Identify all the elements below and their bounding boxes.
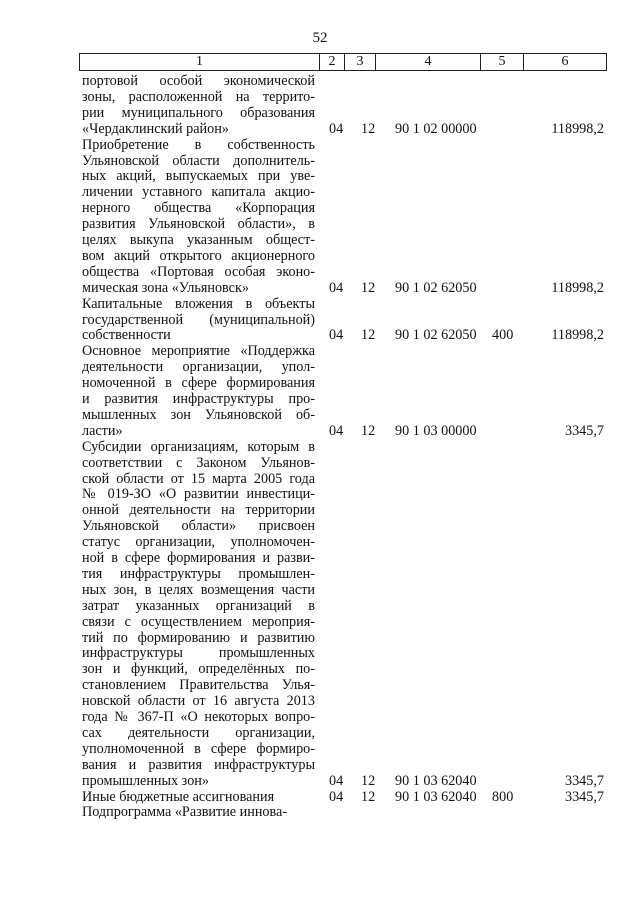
row-cell-c6: 3345,7: [564, 422, 604, 439]
description-line: Иные бюджетные ассигнования: [82, 788, 275, 805]
row-cell-c4: 90 1 03 62040: [395, 772, 477, 789]
description-line: вом акций открытого акционерного: [82, 247, 315, 264]
row-cell-c3: 12: [361, 422, 376, 439]
row-cell-c4: 90 1 03 62040: [395, 788, 477, 805]
description-line: Основное мероприятие «Поддержка: [82, 343, 315, 360]
row-cell-c3: 12: [361, 772, 376, 789]
row-cell-c4: 90 1 02 62050: [395, 327, 477, 344]
description-line: «Чердаклинский район»: [82, 120, 229, 137]
row-cell-c2: 04: [329, 327, 344, 344]
page-number: 52: [312, 30, 328, 46]
row-cell-c3: 12: [361, 788, 376, 805]
row-description: [82, 74, 315, 138]
description-line: затрат указанных организаций в: [82, 597, 315, 614]
column-header-5: 5: [481, 54, 524, 71]
description-line: портовой особой экономической: [82, 73, 315, 89]
column-header-6: 6: [524, 54, 607, 71]
description-line: Субсидии организациям, которым в: [82, 438, 315, 455]
description-line: соответствии с Законом Ульянов-: [82, 454, 315, 471]
row-description: [82, 138, 315, 297]
row-description: [82, 344, 315, 439]
description-line: онной деятельности на территории: [82, 502, 315, 519]
row-cell-c2: 04: [329, 279, 344, 296]
description-line: инфраструктуры промышленных: [82, 645, 315, 662]
column-header-table: [79, 53, 607, 71]
description-line: сах деятельности организации,: [82, 725, 315, 741]
description-line: Капитальные вложения в объекты: [82, 295, 315, 312]
description-line: новской области от 16 августа 2013: [82, 693, 315, 710]
row-cell-c3: 12: [361, 120, 376, 137]
row-cell-c6: 118998,2: [551, 120, 604, 137]
row-cell-c2: 04: [329, 772, 344, 789]
column-header-2: 2: [320, 54, 345, 71]
description-line: мышленных зон Ульяновской об-: [82, 406, 315, 423]
description-line: нерного общества «Корпорация: [82, 200, 315, 217]
description-line: статус организации, уполномочен-: [82, 534, 315, 551]
description-line: ласти»: [82, 422, 123, 439]
description-line: Приобретение в собственность: [82, 136, 315, 153]
description-line: общества «Портовая особая эконо-: [82, 263, 315, 280]
description-line: становлением Правительства Улья-: [82, 677, 315, 694]
row-cell-c4: 90 1 02 00000: [395, 120, 477, 137]
row-cell-c5: 400: [492, 327, 514, 344]
description-line: деятельности организации, упол-: [82, 359, 315, 376]
row-cell-c5: 800: [492, 788, 514, 805]
row-cell-c6: 118998,2: [551, 279, 604, 296]
column-header-row: [80, 54, 607, 71]
description-line: ных зон, в целях возмещения части: [82, 581, 315, 598]
column-header-1: 1: [80, 54, 320, 71]
column-header-4: 4: [376, 54, 481, 71]
description-line: мическая зона «Ульяновск»: [82, 279, 249, 296]
description-line: промышленных зон»: [82, 772, 209, 789]
column-header-3: 3: [345, 54, 376, 71]
row-description: [82, 805, 315, 821]
description-line: номоченной в сфере формирования: [82, 375, 315, 392]
row-cell-c2: 04: [329, 422, 344, 439]
description-line: Ульяновской области дополнитель-: [82, 152, 315, 169]
description-line: уполномоченной в сфере формиро-: [82, 740, 315, 757]
description-line: зон и функций, определённых по-: [82, 661, 315, 678]
row-cell-c2: 04: [329, 788, 344, 805]
description-line: Подпрограмма «Развитие иннова-: [82, 804, 288, 821]
description-line: рии муниципального образования: [82, 104, 315, 121]
row-description: [82, 790, 315, 806]
description-line: собственности: [82, 327, 171, 344]
row-cell-c3: 12: [361, 279, 376, 296]
description-line: зоны, расположенной на террито-: [82, 88, 315, 105]
description-line: ных акций, выпускаемых при уве-: [82, 168, 315, 185]
row-cell-c4: 90 1 02 62050: [395, 279, 477, 296]
row-description: [82, 297, 315, 345]
description-line: № 019-ЗО «О развитии инвестици-: [82, 486, 315, 503]
description-line: ской области от 15 марта 2005 года: [82, 470, 315, 487]
description-line: тия инфраструктуры промышлен-: [82, 565, 315, 582]
row-cell-c2: 04: [329, 120, 344, 137]
description-line: государственной (муниципальной): [82, 311, 315, 328]
row-cell-c3: 12: [361, 327, 376, 344]
description-line: и развития инфраструктуры про-: [82, 391, 315, 408]
description-line: тий по формированию и развитию: [82, 629, 315, 646]
description-line: Ульяновской области» присвоен: [82, 518, 315, 535]
description-line: связи с осуществлением мероприя-: [82, 613, 315, 630]
description-line: развития Ульяновской области», в: [82, 216, 315, 233]
description-line: вания и развития инфраструктуры: [82, 756, 315, 773]
description-line: года № 367-П «О некоторых вопро-: [82, 709, 315, 726]
row-cell-c4: 90 1 03 00000: [395, 422, 477, 439]
description-line: личении уставного капитала акцио-: [82, 184, 315, 201]
row-cell-c6: 3345,7: [564, 772, 604, 789]
description-line: ной в сфере формирования и разви-: [82, 550, 315, 567]
description-line: целях выкупа указанным общест-: [82, 232, 315, 249]
row-cell-c6: 118998,2: [551, 327, 604, 344]
row-cell-c6: 3345,7: [564, 788, 604, 805]
row-description: [82, 440, 315, 790]
